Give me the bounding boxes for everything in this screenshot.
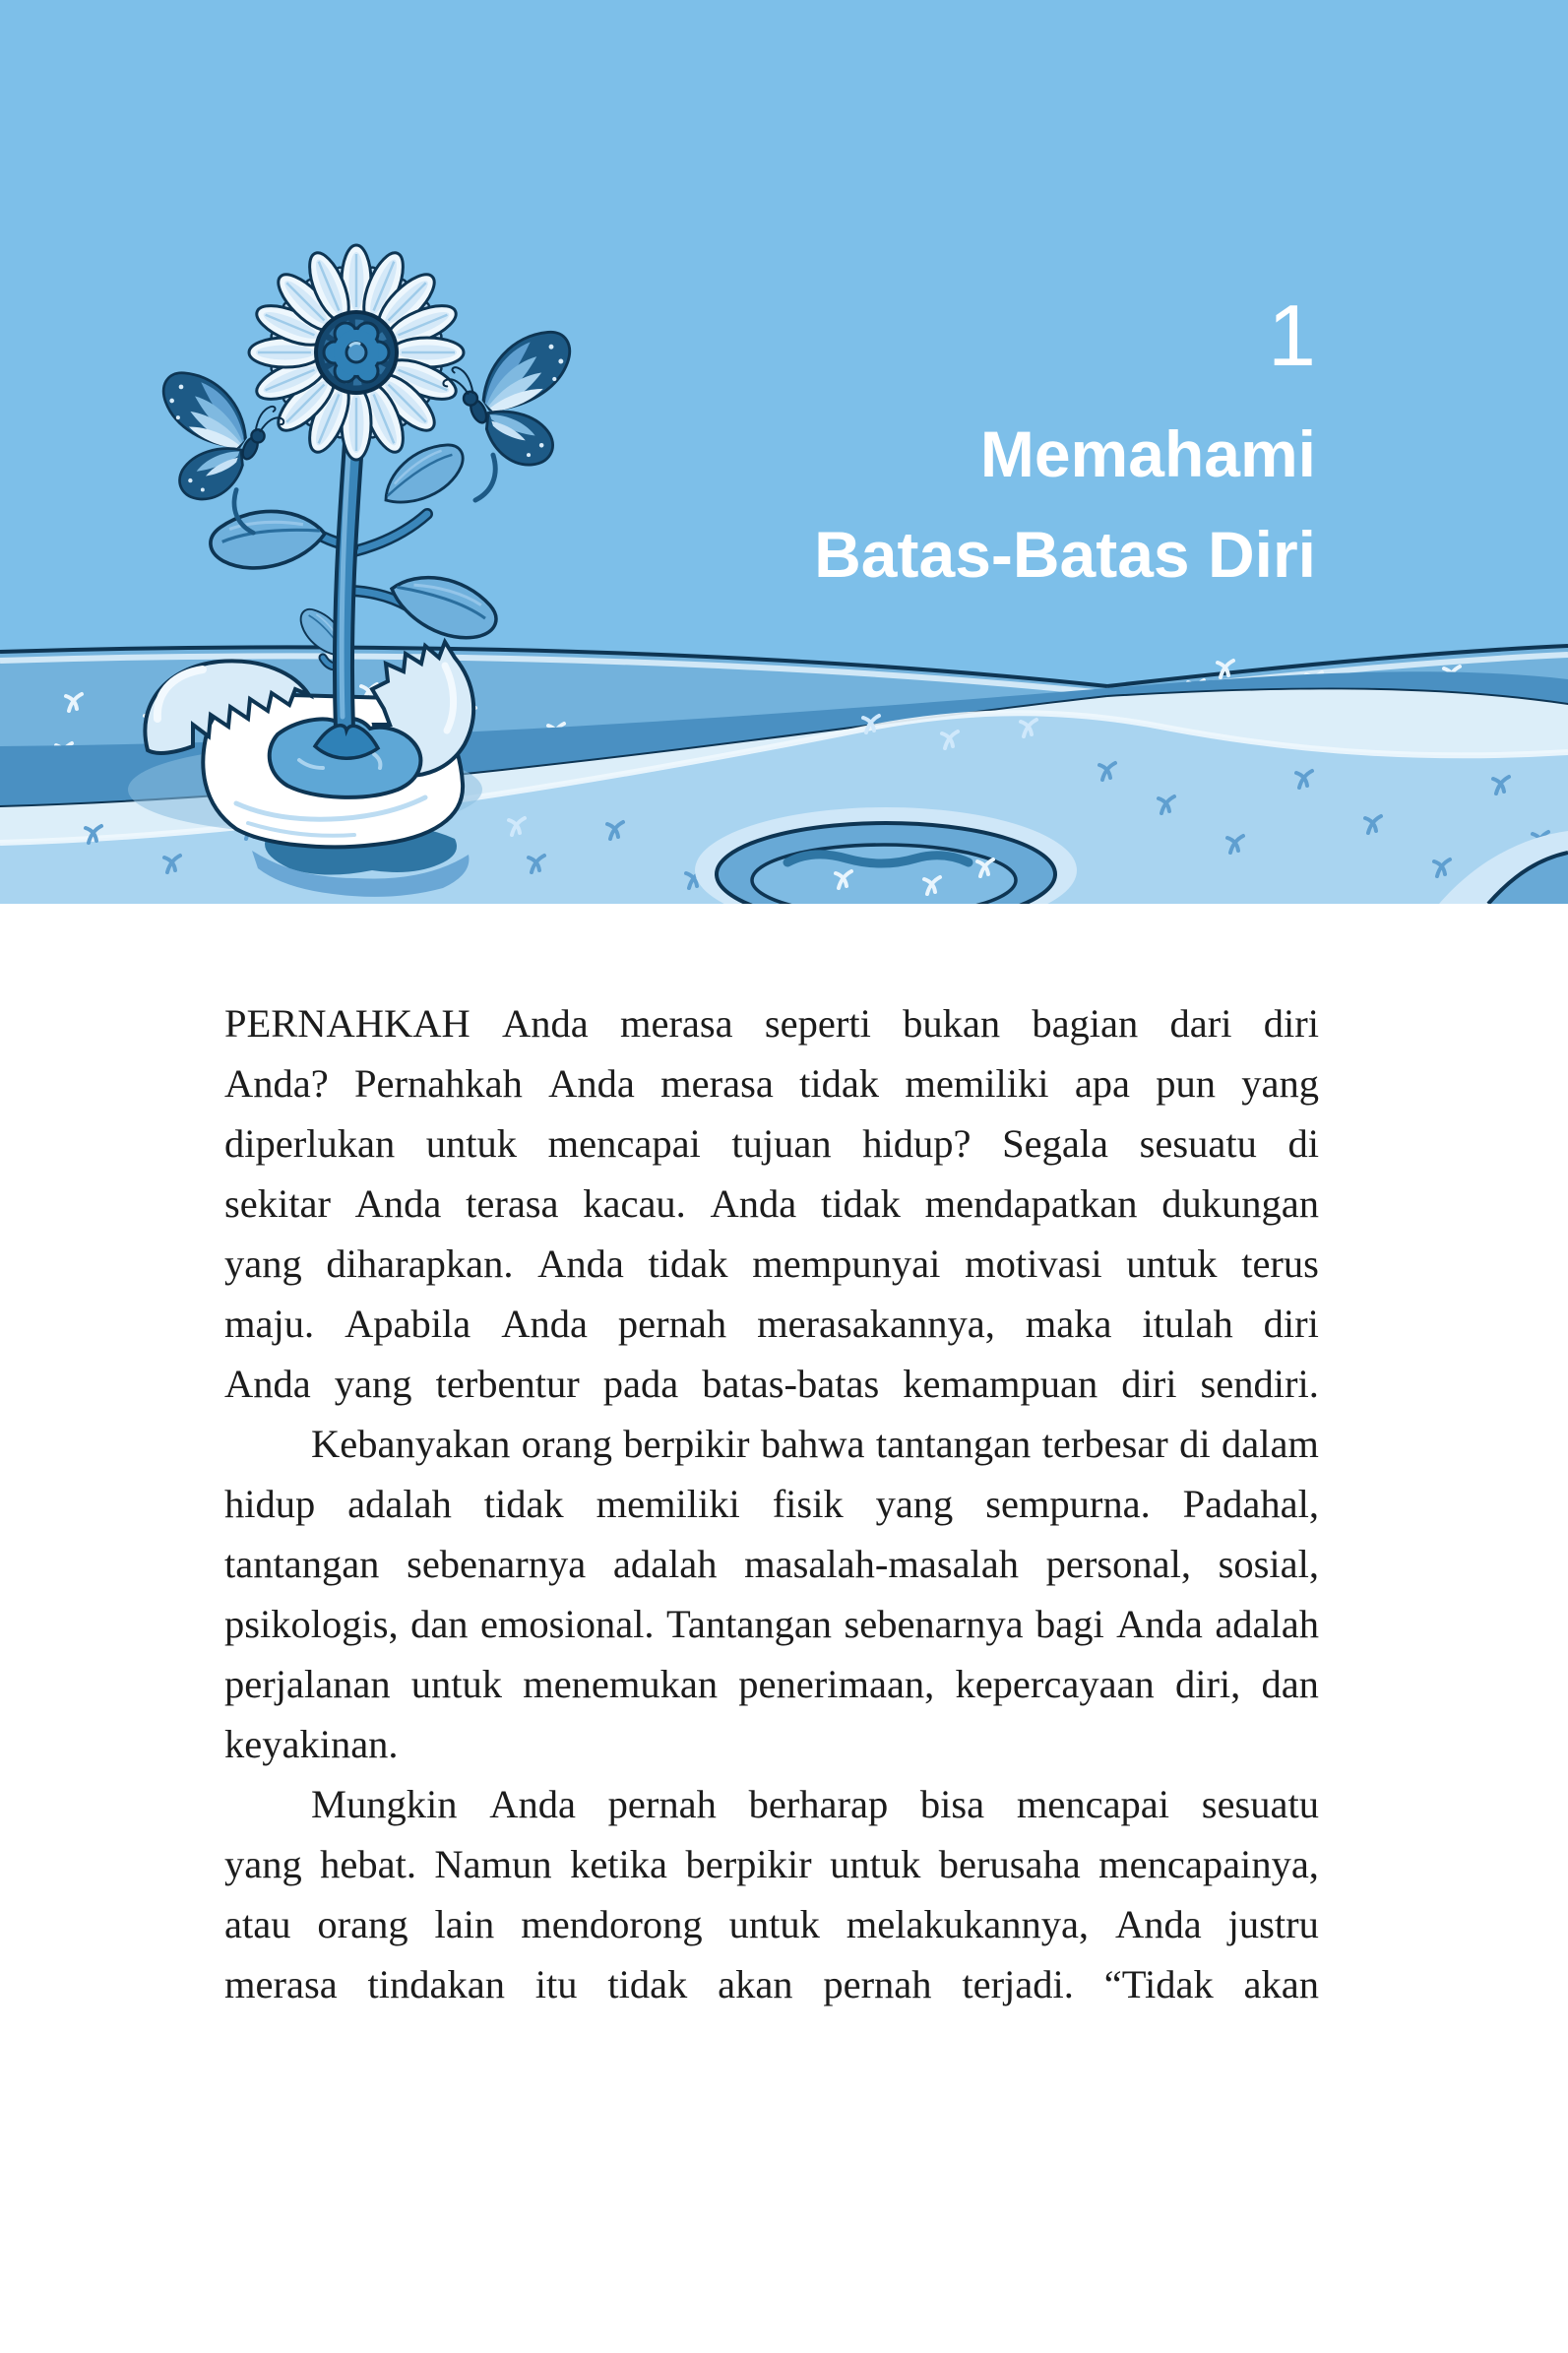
body-text [224, 993, 1319, 2014]
flower-icon [249, 245, 464, 460]
text-line: tantangan sebenarnya adalah masalah-masalah personal, sosial, [224, 1542, 1319, 1586]
text-line: Mungkin Anda pernah berharap bisa mencapai sesuatu [311, 1782, 1319, 1826]
chapter-title-line-2: Batas-Batas Diri [814, 518, 1316, 591]
chapter-title-line-1: Memahami [979, 417, 1316, 490]
text-line: Kebanyakan orang berpikir bahwa tantangan terbesar di dalam [311, 1422, 1319, 1466]
chapter-header [0, 0, 1568, 904]
text-line: hidup adalah tidak memiliki fisik yang sempurna. Padahal, [224, 1482, 1319, 1526]
text-line: Anda yang terbentur pada batas-batas kemampuan diri sendiri. [224, 1362, 1319, 1406]
text-line: atau orang lain mendorong untuk melakukannya, Anda justru [224, 1902, 1319, 1946]
text-line: keyakinan. [224, 1722, 399, 1766]
text-line: perjalanan untuk menemukan penerimaan, kepercayaan diri, dan [224, 1662, 1319, 1706]
gear-icon [324, 323, 389, 382]
text-line: yang diharapkan. Anda tidak mempunyai motivasi untuk terus [224, 1241, 1319, 1286]
flower-illustration [0, 0, 1568, 904]
text-line: yang hebat. Namun ketika berpikir untuk berusaha mencapainya, [224, 1842, 1319, 1886]
text-line: maju. Apabila Anda pernah merasakannya, maka itulah diri [224, 1302, 1319, 1346]
text-line: diperlukan untuk mencapai tujuan hidup? Segala sesuatu di [224, 1121, 1319, 1166]
text-line: PERNAHKAH Anda merasa seperti bukan bagian dari diri [224, 1001, 1319, 1046]
chapter-number: 1 [1268, 286, 1316, 384]
text-line: merasa tindakan itu tidak akan pernah terjadi. “Tidak akan [224, 1962, 1319, 2006]
text-line: Anda? Pernahkah Anda merasa tidak memiliki apa pun yang [224, 1061, 1319, 1106]
text-line: psikologis, dan emosional. Tantangan sebenarnya bagi Anda adalah [224, 1602, 1319, 1646]
text-line: sekitar Anda terasa kacau. Anda tidak mendapatkan dukungan [224, 1181, 1319, 1226]
